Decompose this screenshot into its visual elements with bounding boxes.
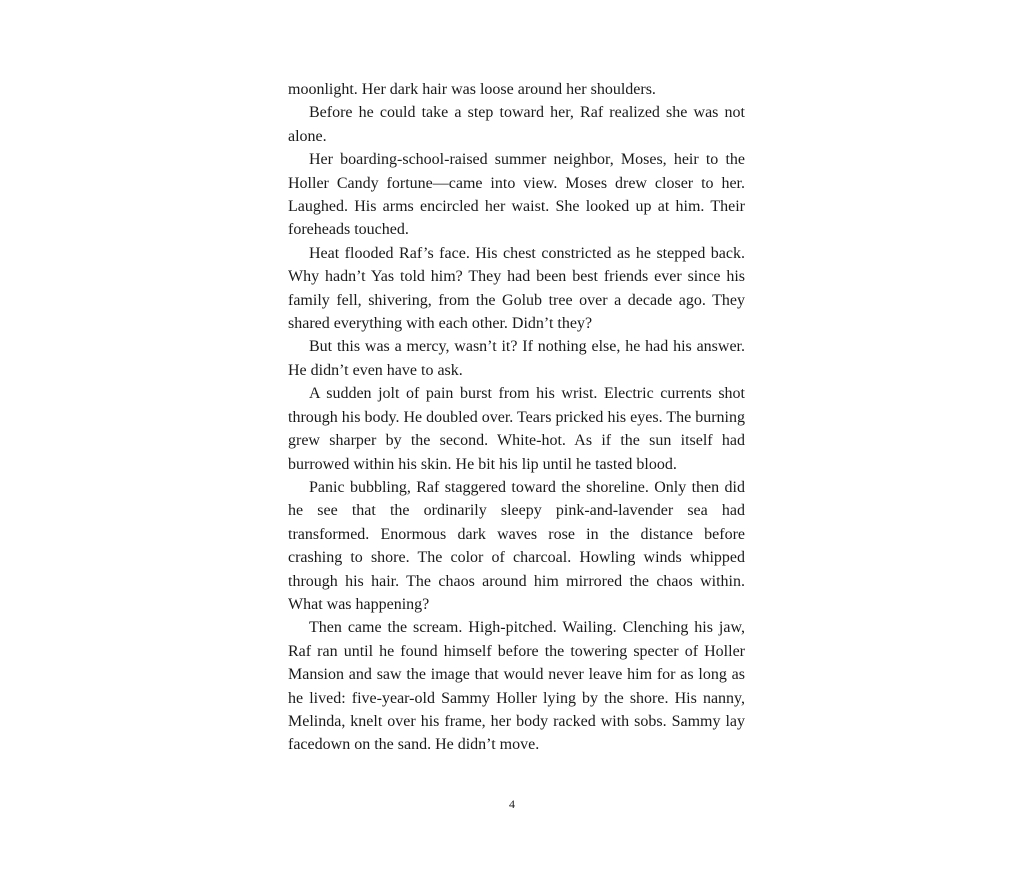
paragraph: Before he could take a step toward her, Raf realized she was not alone.: [288, 104, 745, 145]
paragraph: But this was a mercy, wasn’t it? If nothing else, he had his answer. He didn’t even have to ask.: [288, 338, 745, 379]
paragraph: Heat flooded Raf’s face. His chest constricted as he stepped back. Why hadn’t Yas told him? They had been best friends ever since his family fell, shivering, from the Golub tree over a decade ago. They shared everything with each other. Didn’t they?: [288, 244, 745, 333]
paragraph: A sudden jolt of pain burst from his wrist. Electric currents shot through his body. He doubled over. Tears pricked his eyes. The burning grew sharper by the second. White-hot. As if the sun itself had burrowed within his skin. He bit his lip until he tasted blood.: [288, 385, 745, 473]
paragraph: Her boarding-school-raised summer neighbor, Moses, heir to the Holler Candy fortune—came into view. Moses drew closer to her. Laughed. His arms encircled her waist. She looked up at him. Their foreheads touched.: [288, 151, 745, 239]
paragraph: moonlight. Her dark hair was loose around her shoulders.: [288, 81, 656, 98]
paragraph: Panic bubbling, Raf staggered toward the shoreline. Only then did he see that the ordinarily sleepy pink-and-lavender sea had transformed. Enormous dark waves rose in the distance before crashing to shore. The color of charcoal. Howling winds whipped through his hair. The chaos around him mirrored the chaos within. What was happening?: [288, 478, 745, 613]
body-text: [288, 78, 745, 757]
page-number: 4: [509, 797, 515, 811]
paragraph: Then came the scream. High-pitched. Wailing. Clenching his jaw, Raf ran until he found himself before the towering specter of Holler Mansion and saw the image that would never leave him for as long as he lived: five-year-old Sammy Holler lying by the shore. His nanny, Melinda, knelt over his frame, her body racked with sobs. Sammy lay facedown on the sand. He didn’t move.: [288, 619, 745, 754]
